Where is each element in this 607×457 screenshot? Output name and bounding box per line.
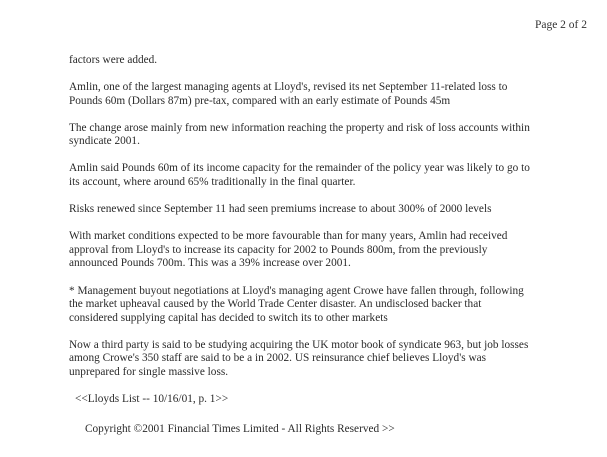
article-body [69,54,569,436]
copyright-notice: Copyright ©2001 Financial Times Limited - All Rights Reserved >> [85,422,395,435]
paragraph: factors were added. [69,54,158,66]
paragraph: With market conditions expected to be more favourable than for many years, Amlin had received approval from Lloyd's to increase its capacity for 2002 to Pounds 800m, from the previously announced Pounds 700m. This was a 39% increase over 2001. [69,230,508,270]
page-number: Page 2 of 2 [534,19,587,31]
paragraph: Risks renewed since September 11 had seen premiums increase to about 300% of 2000 levels [69,203,492,216]
source-citation: <<Lloyds List -- 10/16/01, p. 1>> [75,393,229,406]
paragraph: Amlin said Pounds 60m of its income capacity for the remainder of the policy year was likely to go to its account, where around 65% traditionally in the final quarter. [69,162,530,189]
paragraph: The change arose mainly from new information reaching the property and risk of loss accounts within syndicate 2001. [69,121,530,148]
paragraph: Now a third party is said to be studying acquiring the UK motor book of syndicate 963, but job losses among Crowe's 350 staff are said to be a in 2002. US reinsurance chief believes Lloyd's was unprepared for single massive loss. [69,338,529,378]
paragraph: * Management buyout negotiations at Lloyd's managing agent Crowe have fallen through, following the market upheaval caused by the World Trade Center disaster. An undisclosed backer that considered supplying capital has decided to switch its to other markets [69,284,524,324]
paragraph: Amlin, one of the largest managing agents at Lloyd's, revised its net September 11-related loss to Pounds 60m (Dollars 87m) pre-tax, compared with an early estimate of Pounds 45m [69,81,508,107]
